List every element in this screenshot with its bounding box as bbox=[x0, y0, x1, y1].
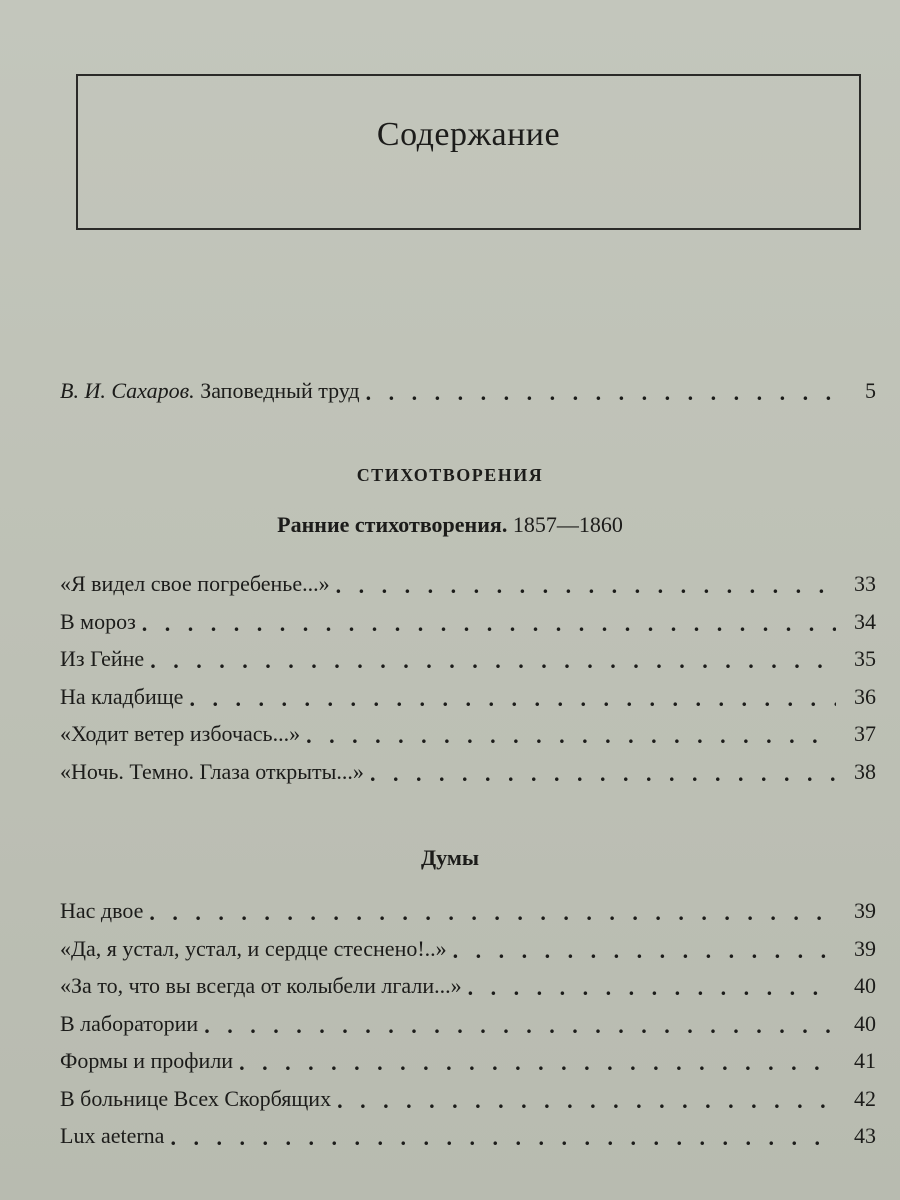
toc-entry bbox=[60, 640, 876, 672]
dot-leader bbox=[306, 725, 836, 747]
group-heading bbox=[0, 512, 900, 538]
toc-page-number: 43 bbox=[854, 1123, 876, 1148]
dot-leader bbox=[366, 382, 836, 404]
dot-leader bbox=[453, 940, 836, 962]
toc-entry-label: «За то, что вы всегда от колыбели лгали...» bbox=[60, 973, 462, 998]
dot-leader bbox=[370, 763, 836, 785]
dot-leader bbox=[468, 977, 836, 999]
dot-leader bbox=[204, 1015, 836, 1037]
toc-entry bbox=[60, 753, 876, 785]
toc-entry bbox=[60, 1005, 876, 1037]
toc-title: Заповедный труд bbox=[200, 378, 360, 403]
toc-entry-label: Формы и профили bbox=[60, 1048, 234, 1073]
dot-leader bbox=[337, 1090, 836, 1112]
section-heading: СТИХОТВОРЕНИЯ bbox=[356, 465, 544, 485]
toc-entry-label: На кладбище bbox=[60, 683, 184, 709]
toc-entry-label: Из Гейне bbox=[60, 646, 145, 671]
toc-entry bbox=[60, 1117, 876, 1149]
group-heading: Думы bbox=[420, 845, 479, 870]
toc-entry-label: «Ходит ветер избочась...» bbox=[60, 721, 301, 746]
toc-entry-label: «Ночь. Темно. Глаза открыты...» bbox=[60, 758, 364, 784]
toc-entry-label: В больнице Всех Скорбящих bbox=[60, 1085, 332, 1111]
dot-leader bbox=[189, 688, 836, 710]
title-frame bbox=[76, 74, 861, 230]
toc-page-number: 33 bbox=[854, 571, 876, 596]
toc-page-number: 37 bbox=[854, 721, 876, 746]
toc-entry bbox=[60, 967, 876, 999]
dot-leader bbox=[170, 1127, 836, 1149]
toc-page-number: 36 bbox=[854, 683, 876, 709]
toc-author: В. И. Сахаров. bbox=[60, 378, 195, 403]
toc-entry-label: «Я видел свое погребенье...» bbox=[60, 571, 330, 596]
toc-page-number: 39 bbox=[854, 935, 876, 961]
toc-entry bbox=[60, 715, 876, 747]
toc-page-number: 39 bbox=[854, 898, 876, 923]
toc-entry bbox=[60, 603, 876, 635]
dot-leader bbox=[150, 650, 836, 672]
toc-entry-label: В лаборатории bbox=[60, 1010, 199, 1036]
group-heading-title: Ранние стихотворения. bbox=[277, 512, 508, 537]
toc-entry-label: Нас двое bbox=[60, 898, 144, 923]
toc-page-number: 40 bbox=[854, 1010, 876, 1036]
toc-page-number: 5 bbox=[865, 378, 876, 403]
toc-entry bbox=[60, 1042, 876, 1074]
toc-entry bbox=[60, 892, 876, 924]
group-heading-years: 1857—1860 bbox=[512, 512, 623, 537]
toc-entry-label: В мороз bbox=[60, 608, 136, 634]
toc-entry-label bbox=[60, 378, 366, 404]
dot-leader bbox=[142, 613, 836, 635]
toc-page-number: 42 bbox=[854, 1085, 876, 1111]
toc-entry-label: «Да, я устал, устал, и сердце стеснено!..» bbox=[60, 935, 447, 961]
toc-entry-label: Lux aeterna bbox=[60, 1123, 165, 1148]
toc-page-number: 38 bbox=[854, 758, 876, 784]
toc-entry-intro bbox=[60, 372, 876, 404]
toc-page-number: 35 bbox=[854, 646, 876, 671]
toc-page-number: 40 bbox=[854, 973, 876, 998]
toc-page-number: 41 bbox=[854, 1048, 876, 1073]
toc-entry bbox=[60, 678, 876, 710]
dot-leader bbox=[336, 575, 836, 597]
toc-entry bbox=[60, 565, 876, 597]
toc-page-number: 34 bbox=[854, 608, 876, 634]
toc-entry bbox=[60, 1080, 876, 1112]
page-title: Содержание bbox=[376, 116, 561, 153]
dot-leader bbox=[239, 1052, 836, 1074]
toc-entry bbox=[60, 930, 876, 962]
dot-leader bbox=[149, 902, 836, 924]
